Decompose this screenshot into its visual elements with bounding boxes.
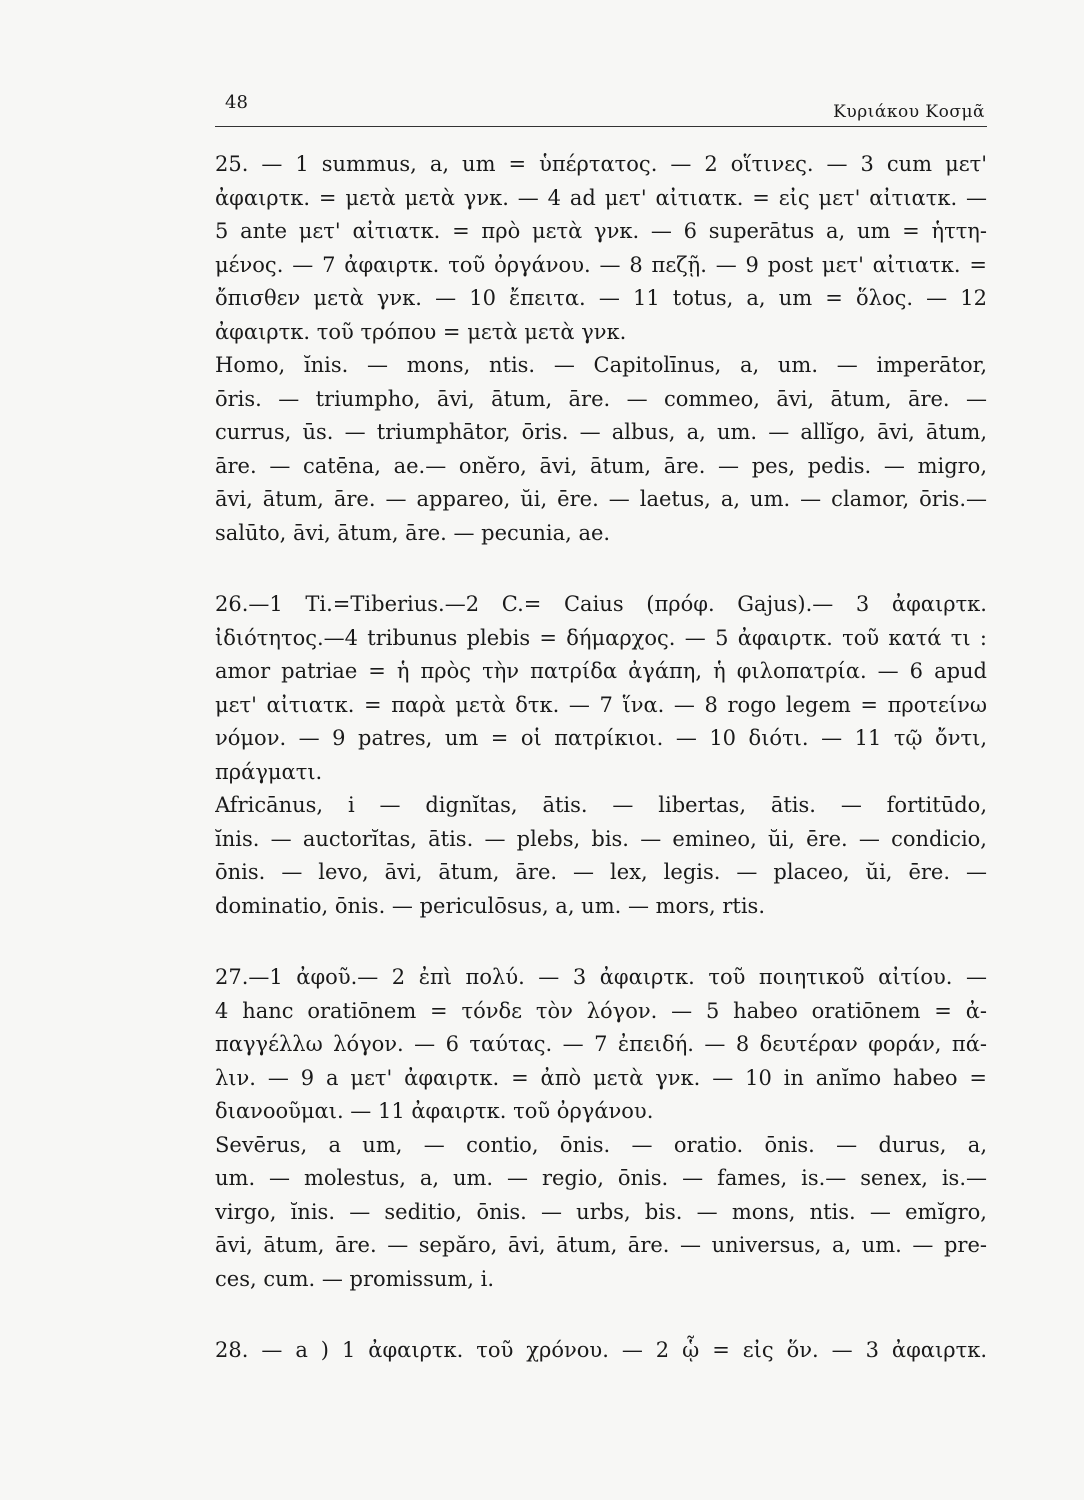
text-line: παγγέλλω λόγον. — 6 ταύτας. — 7 ἐπειδή. — 8 δευτέραν φοράν, πά- xyxy=(215,1032,987,1056)
text-line: Sevērus, a um, — contio, ōnis. — oratio. ōnis. — durus, a, xyxy=(215,1132,987,1157)
text-line: μένος. — 7 ἀφαιρτκ. τοῦ ὀργάνου. — 8 πεζῇ. — 9 post μετ' αἰτιατκ. = xyxy=(215,252,987,277)
text-line: ces, cum. — promissum, i. xyxy=(215,1266,495,1291)
page-number: 48 xyxy=(225,92,248,113)
text-line: 4 hanc oratiōnem = τόνδε τὸν λόγον. — 5 habeo oratiōnem = ἀ- xyxy=(215,998,987,1023)
text-line: āre. — catēna, ae.— onĕro, āvi, ātum, āre. — pes, pedis. — migro, xyxy=(215,453,987,478)
text-line: ĭnis. — auctorĭtas, ātis. — plebs, bis. — emineo, ŭi, ēre. — condicio, xyxy=(215,826,987,851)
running-title: Κυριάκου Κοσμᾶ xyxy=(833,102,985,122)
section-26 xyxy=(215,588,987,923)
text-line: ἀφαιρτκ. = μετὰ μετὰ γνκ. — 4 ad μετ' αἰτιατκ. = εἰς μετ' αἰτιατκ. — xyxy=(215,185,987,210)
text-line: āvi, ātum, āre. — sepăro, āvi, ātum, āre. — universus, a, um. — pre- xyxy=(215,1233,987,1257)
text-line: 28. — a ) 1 ἀφαιρτκ. τοῦ χρόνου. — 2 ᾧ = εἰς ὅν. — 3 ἀφαιρτκ. xyxy=(215,1338,987,1362)
text-line: 26.—1 Ti.=Tiberius.—2 C.= Caius (πρόφ. Gajus).— 3 ἀφαιρτκ. xyxy=(215,592,987,616)
text-line: λιν. — 9 a μετ' ἀφαιρτκ. = ἀπὸ μετὰ γνκ. — 10 in anĭmo habeo = xyxy=(215,1065,987,1090)
text-line: currus, ūs. — triumphātor, ōris. — albus, a, um. — allĭgo, āvi, ātum, xyxy=(215,420,987,444)
text-line: πράγματι. xyxy=(215,759,323,784)
text-line: um. — molestus, a, um. — regio, ōnis. — fames, is.— senex, is.— xyxy=(215,1166,987,1190)
section-25 xyxy=(215,148,987,550)
text-line: 25. — 1 summus, a, um = ὑπέρτατος. — 2 οἵτινες. — 3 cum μετ' xyxy=(215,152,987,176)
text-line: amor patriae = ἡ πρὸς τὴν πατρίδα ἀγάπη, ἡ φιλοπατρία. — 6 apud xyxy=(215,659,987,683)
text-line: Africānus, i — dignĭtas, ātis. — libertas, ātis. — fortitūdo, xyxy=(215,793,987,817)
page-header xyxy=(215,92,987,127)
text-line: ōnis. — levo, āvi, ātum, āre. — lex, legis. — placeo, ŭi, ēre. — xyxy=(215,860,987,884)
text-line: Homo, ĭnis. — mons, ntis. — Capitolīnus, a, um. — imperātor, xyxy=(215,353,987,377)
page-body xyxy=(215,148,987,1368)
text-line: νόμον. — 9 patres, um = οἱ πατρίκιοι. — 10 διότι. — 11 τῷ ὄντι, xyxy=(215,726,987,750)
text-line: ὄπισθεν μετὰ γνκ. — 10 ἔπειτα. — 11 totus, a, um = ὅλος. — 12 xyxy=(215,286,987,310)
text-line: διανοοῦμαι. — 11 ἀφαιρτκ. τοῦ ὀργάνου. xyxy=(215,1099,654,1123)
text-line: ἀφαιρτκ. τοῦ τρόπου = μετὰ μετὰ γνκ. xyxy=(215,319,627,344)
section-28 xyxy=(215,1334,987,1368)
section-27 xyxy=(215,961,987,1296)
text-line: 5 ante μετ' αἰτιατκ. = πρὸ μετὰ γνκ. — 6 superātus a, um = ἡττη- xyxy=(215,219,987,243)
text-line: salūto, āvi, ātum, āre. — pecunia, ae. xyxy=(215,520,611,545)
text-line: virgo, ĭnis. — seditio, ōnis. — urbs, bis. — mons, ntis. — emĭgro, xyxy=(215,1199,987,1224)
text-line: dominatio, ōnis. — periculōsus, a, um. — mors, rtis. xyxy=(215,893,765,918)
text-line: μετ' αἰτιατκ. = παρὰ μετὰ δτκ. — 7 ἵνα. — 8 rogo legem = προτείνω xyxy=(215,692,987,717)
text-line: āvi, ātum, āre. — appareo, ŭi, ēre. — laetus, a, um. — clamor, ōris.— xyxy=(215,487,987,511)
text-line: ἰδιότητος.—4 tribunus plebis = δήμαρχος. — 5 ἀφαιρτκ. τοῦ κατά τι : xyxy=(215,625,987,650)
text-line: ōris. — triumpho, āvi, ātum, āre. — commeo, āvi, ātum, āre. — xyxy=(215,386,987,411)
text-line: 27.—1 ἀφοῦ.— 2 ἐπὶ πολύ. — 3 ἀφαιρτκ. τοῦ ποιητικοῦ αἰτίου. — xyxy=(215,965,987,989)
